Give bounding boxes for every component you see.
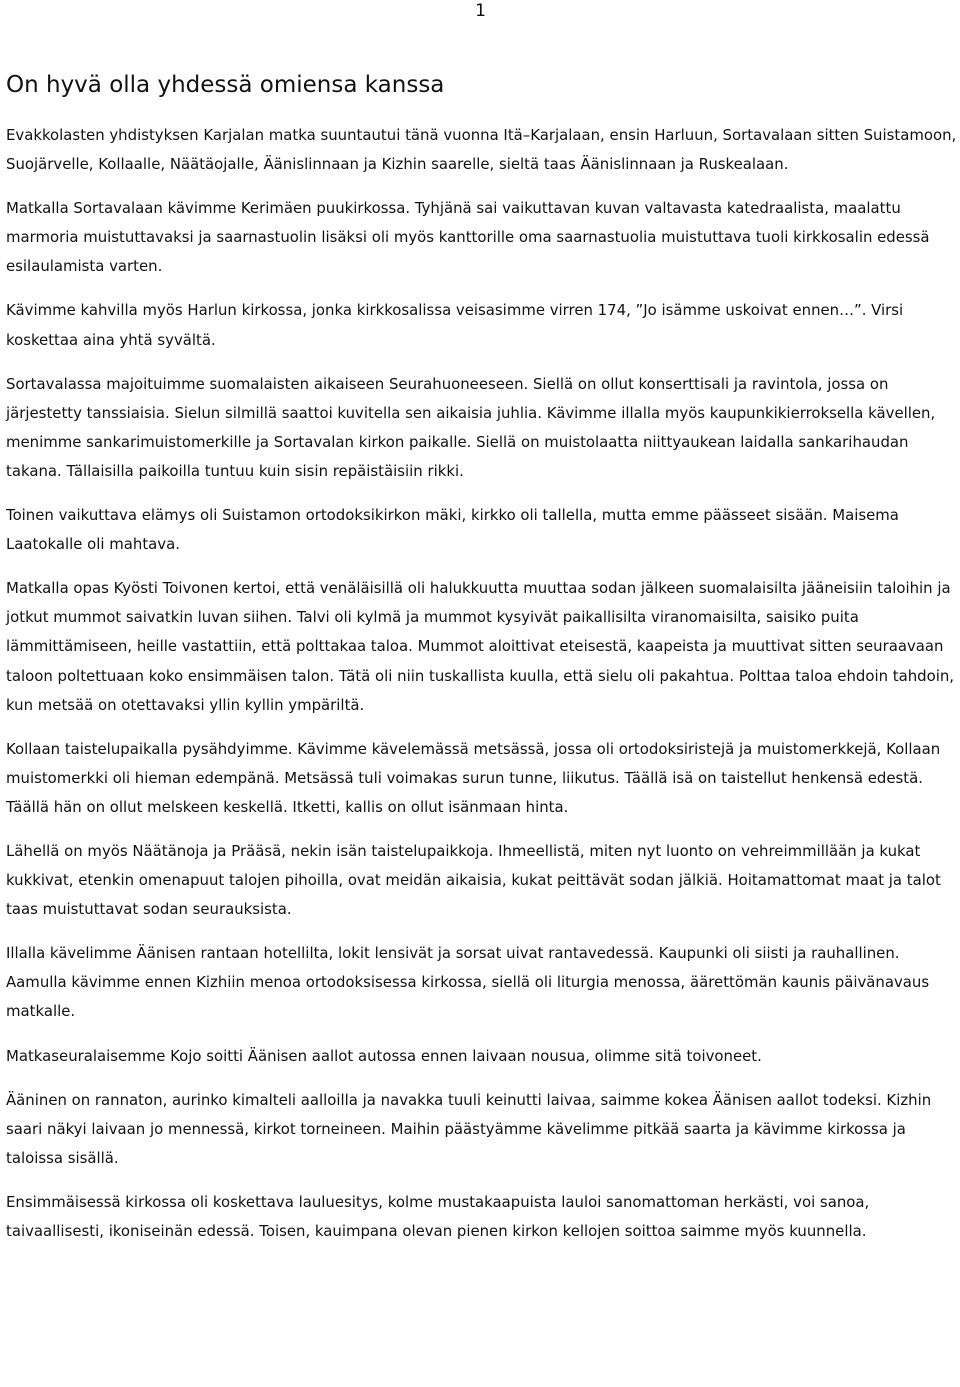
- page-title: On hyvä olla yhdessä omiensa kanssa: [6, 72, 445, 98]
- paragraph: Lähellä on myös Näätänoja ja Prääsä, nekin isän taistelupaikkoja. Ihmeellistä, miten nyt luonto on vehreimmillään ja kukat kukkivat, etenkin omenapuut talojen pihoilla, ovat meidän aikaisia, kukat peittävät sodan jälkiä. Hoitamattomat maat ja talot taas muistuttavat sodan seurauksista.: [6, 841, 941, 919]
- paragraph: Matkalla Sortavalaan kävimme Kerimäen puukirkossa. Tyhjänä sai vaikuttavan kuvan valtavasta katedraalista, maalattu marmoria muistuttavaksi ja saarnastuolin lisäksi oli myös kanttorille oma saarnastuolia muistuttava tuoli kirkkosalin edessä esilaulamista varten.: [6, 199, 930, 276]
- paragraph: Ensimmäisessä kirkossa oli koskettava lauluesitys, kolme mustakaapuista lauloi sanomattoman herkästi, voi sanoa, taivaallisesti, ikoniseinän edessä. Toisen, kauimpana olevan pienen kirkon kellojen soittoa saimme myös kuunnella.: [6, 1192, 870, 1240]
- page-number: 1: [475, 1, 486, 21]
- paragraph: Kävimme kahvilla myös Harlun kirkossa, jonka kirkkosalissa veisasimme virren 174, ”Jo isämme uskoivat ennen…”. Virsi koskettaa aina yhtä syvältä.: [6, 301, 904, 349]
- paragraph: Matkaseuralaisemme Kojo soitti Äänisen aallot autossa ennen laivaan nousua, olimme sitä toivoneet.: [6, 1046, 762, 1065]
- paragraph: Matkalla opas Kyösti Toivonen kertoi, että venäläisillä oli halukkuutta muuttaa sodan jälkeen suomalaisilta jääneisiin taloihin ja jotkut mummot saivatkin luvan siihen. Talvi oli kylmä ja mummot kysyivät paikallisilta viranomaisilta, saisiko puita lämmittämiseen, heille vastattiin, että polttakaa taloa. Mummot aloittivat eteisestä, kaapeista ja muuttivat sitten seuraavaan taloon poltettuaan koko ensimmäisen talon. Tätä oli niin tuskallista kuulla, että sielu oli pakahtua. Polttaa taloa ehdoin tahdoin, kun metsää on otettavaksi yllin kyllin ympäriltä.: [6, 579, 955, 714]
- paragraph: Evakkolasten yhdistyksen Karjalan matka suuntautui tänä vuonna Itä–Karjalaan, ensin Harluun, Sortavalaan sitten Suistamoon, Suojärvelle, Kollaalle, Näätäojalle, Äänislinnaan ja Kizhin saarelle, sieltä taas Äänislinnaan ja Ruskealaan.: [6, 126, 957, 174]
- paragraph: Sortavalassa majoituimme suomalaisten aikaiseen Seurahuoneeseen. Siellä on ollut konserttisali ja ravintola, jossa on järjestetty tanssiaisia. Sielun silmillä saattoi kuvitella sen aikaisia juhlia. Kävimme illalla myös kaupunkikierroksella kävellen, menimme sankarimuistomerkille ja Sortavalan kirkon paikalle. Siellä on muistolaatta niittyaukean laidalla sankarihaudan takana. Tällaisilla paikoilla tuntuu kuin sisin repäistäisiin rikki.: [6, 374, 936, 480]
- document-body: [6, 121, 960, 1261]
- paragraph: Illalla kävelimme Äänisen rantaan hotellilta, lokit lensivät ja sorsat uivat rantavedessä. Kaupunki oli siisti ja rauhallinen. Aamulla kävimme ennen Kizhiin menoa ortodoksisessa kirkossa, siellä oli liturgia menossa, äärettömän kaunis päivänavaus matkalle.: [6, 944, 930, 1021]
- paragraph: Ääninen on rannaton, aurinko kimalteli aalloilla ja navakka tuuli keinutti laivaa, saimme kokea Äänisen aallot todeksi. Kizhin saari näkyi laivaan jo mennessä, kirkot torneineen. Maihin päästyämme kävelimme pitkää saarta ja kävimme kirkossa ja taloissa sisällä.: [6, 1090, 932, 1167]
- paragraph: Kollaan taistelupaikalla pysähdyimme. Kävimme kävelemässä metsässä, jossa oli ortodoksiristejä ja muistomerkkejä, Kollaan muistomerkki oli hieman edempänä. Metsässä tuli voimakas surun tunne, liikutus. Täällä isä on taistellut henkensä edestä. Täällä hän on ollut melskeen keskellä. Itketti, kallis on ollut isänmaan hinta.: [6, 739, 941, 816]
- paragraph: Toinen vaikuttava elämys oli Suistamon ortodoksikirkon mäki, kirkko oli tallella, mutta emme päässeet sisään. Maisema Laatokalle oli mahtava.: [6, 506, 899, 554]
